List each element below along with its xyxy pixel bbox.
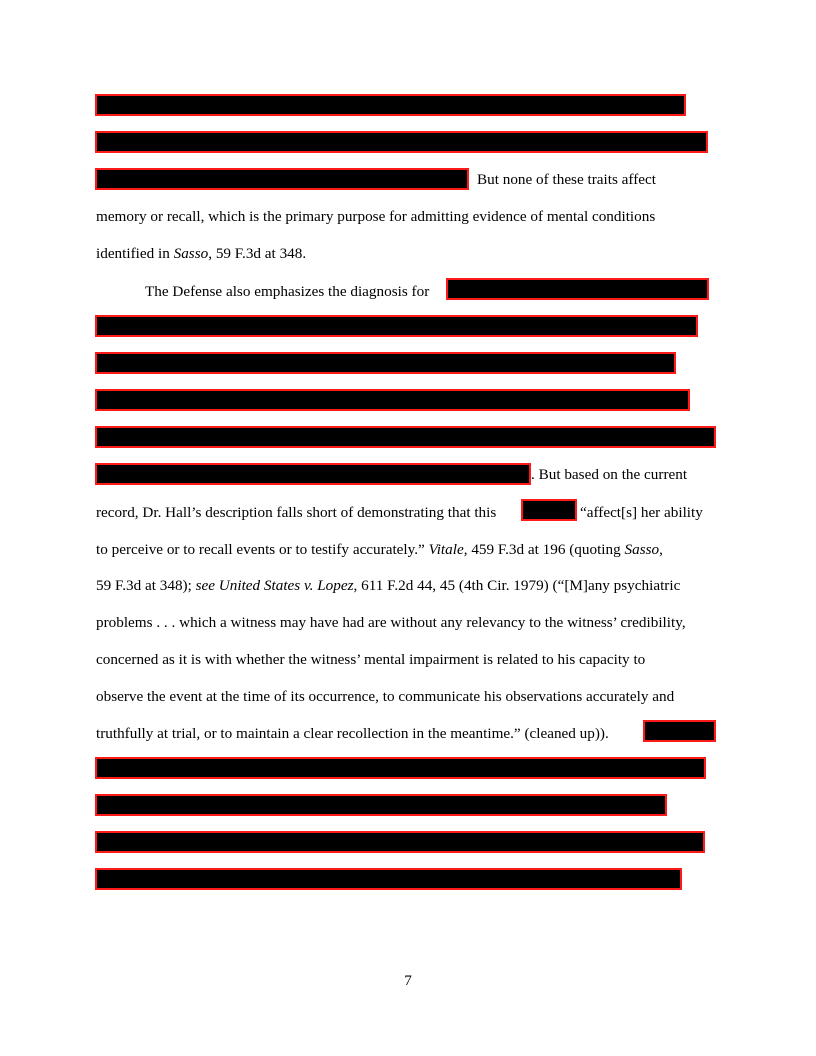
text-line: truthfully at trial, or to maintain a clear recollection in the meantime.” (cleaned up)). — [96, 725, 609, 742]
text-span: identified in — [96, 245, 174, 262]
text-line — [96, 541, 663, 559]
redaction-block — [95, 426, 716, 448]
text-line: But none of these traits affect — [477, 171, 656, 188]
case-name: see United States v. Lopez — [195, 577, 354, 594]
text-span: , 59 F.3d at 348. — [208, 245, 307, 262]
redaction-block — [95, 868, 682, 890]
redaction-block — [95, 831, 705, 853]
redaction-block — [95, 315, 698, 337]
text-line: concerned as it is with whether the witness’ mental impairment is related to his capacity to — [96, 651, 646, 668]
case-name: Sasso — [624, 541, 660, 558]
redaction-block — [446, 278, 709, 300]
redaction-block — [521, 499, 577, 521]
page-number: 7 — [404, 972, 412, 989]
case-name: Sasso — [173, 245, 209, 262]
text-span: 59 F.3d at 348); — [96, 577, 196, 594]
text-line — [96, 577, 680, 595]
text-line: The Defense also emphasizes the diagnosis for — [145, 283, 430, 300]
text-line: memory or recall, which is the primary purpose for admitting evidence of mental conditions — [96, 208, 656, 225]
text-line: “affect[s] her ability — [580, 504, 703, 521]
redaction-block — [95, 94, 686, 116]
redaction-block — [95, 389, 690, 411]
text-line: record, Dr. Hall’s description falls short of demonstrating that this — [96, 504, 497, 521]
text-span: , 611 F.2d 44, 45 (4th Cir. 1979) (“[M]any psychiatric — [353, 577, 681, 594]
text-line — [96, 245, 306, 263]
redaction-block — [95, 352, 676, 374]
text-span: to perceive or to recall events or to testify accurately.” — [96, 541, 429, 558]
redaction-block — [95, 794, 667, 816]
text-line: observe the event at the time of its occurrence, to communicate his observations accurately and — [96, 688, 675, 705]
redaction-block — [95, 757, 706, 779]
redaction-block — [95, 168, 469, 190]
case-name: Vitale — [428, 541, 464, 558]
text-span: , 459 F.3d at 196 (quoting — [463, 541, 625, 558]
redaction-block — [95, 131, 708, 153]
text-span: , — [659, 541, 663, 558]
redaction-block — [95, 463, 531, 485]
text-line: problems . . . which a witness may have had are without any relevancy to the witness’ credibility, — [96, 614, 686, 631]
text-line: . But based on the current — [531, 466, 688, 483]
redaction-block — [643, 720, 716, 742]
